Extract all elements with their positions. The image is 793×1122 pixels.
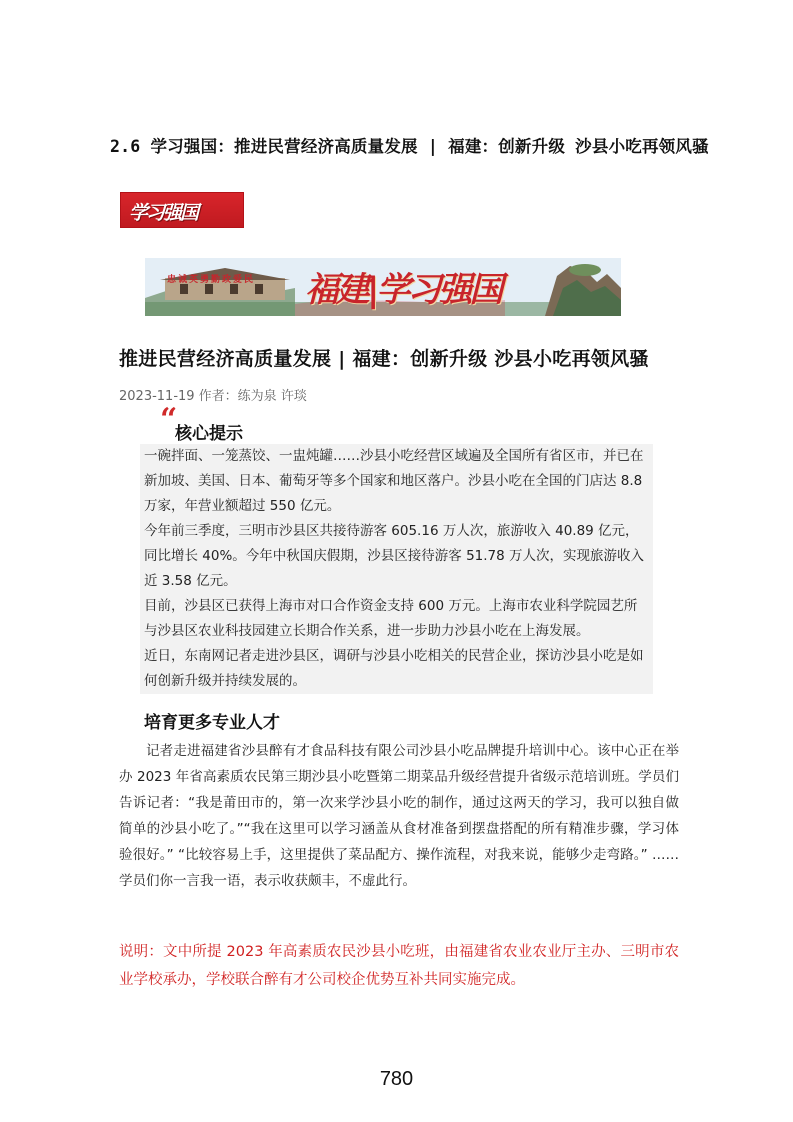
article-meta: 2023-11-19 作者：练为泉 许琰 xyxy=(119,389,307,404)
key-point-paragraph: 今年前三季度，三明市沙县区共接待游客 605.16 万人次，旅游收入 40.89 亿元，同比增长 40%。今年中秋国庆假期，沙县区接待游客 51.78 万人次，实现旅游收入近 3.58 亿元。 xyxy=(144,523,645,589)
section-subheading: 培育更多专业人才 xyxy=(144,713,280,733)
key-points-heading: 核心提示 xyxy=(175,424,243,444)
banner-calligraphy: 福建|学习强国 xyxy=(305,270,501,310)
logo-text: 学习强国 xyxy=(129,202,198,224)
key-point-paragraph: 目前，沙县区已获得上海市对口合作资金支持 600 万元。上海市农业科学院园艺所与沙县区农业科技园建立长期合作关系，进一步助力沙县小吃在上海发展。 xyxy=(144,598,638,639)
article-title: 推进民营经济高质量发展 | 福建：创新升级 沙县小吃再领风骚 xyxy=(119,348,649,370)
fujian-banner-image xyxy=(145,258,621,316)
article-body: 记者走进福建省沙县醉有才食品科技有限公司沙县小吃品牌提升培训中心。该中心正在举办 2023 年省高素质农民第三期沙县小吃暨第二期菜品升级经营提升省级示范培训班。学员们告诉记者：“我是莆田市的，第一次来学沙县小吃的制作，通过这两天的学习，我可以独自做简单的沙县小吃了。”“我在这里可以学习涵盖从食材准备到摆盘搭配的所有精准步骤，学习体验很好。” “比较容易上手，这里提供了菜品配方、操作流程，对我来说，能够少走弯路。” ……学员们你一言我一语，表示收获颇丰，不虚此行。 xyxy=(119,743,679,889)
key-point-paragraph: 近日，东南网记者走进沙县区，调研与沙县小吃相关的民营企业，探访沙县小吃是如何创新升级并持续发展的。 xyxy=(144,648,644,689)
page-number: 780 xyxy=(379,1068,414,1090)
key-points-box xyxy=(140,444,653,694)
quote-mark-icon: “ xyxy=(160,402,178,437)
section-heading: 2.6 学习强国：推进民营经济高质量发展 | 福建：创新升级 沙县小吃再领风骚 xyxy=(110,137,709,156)
key-point-paragraph: 一碗拌面、一笼蒸饺、一盅炖罐……沙县小吃经营区域遍及全国所有省区市，并已在新加坡、美国、日本、葡萄牙等多个国家和地区落户。沙县小吃在全国的门店达 8.8 万家，年营业额超过 550 亿元。 xyxy=(144,448,644,514)
xuexi-qiangguo-logo xyxy=(120,192,244,228)
explanatory-note: 说明：文中所提 2023 年高素质农民沙县小吃班，由福建省农业农业厅主办、三明市农业学校承办，学校联合醉有才公司校企优势互补共同实施完成。 xyxy=(119,944,679,988)
banner-small-text: 忠诚英勇勤政爱民 xyxy=(167,275,256,285)
